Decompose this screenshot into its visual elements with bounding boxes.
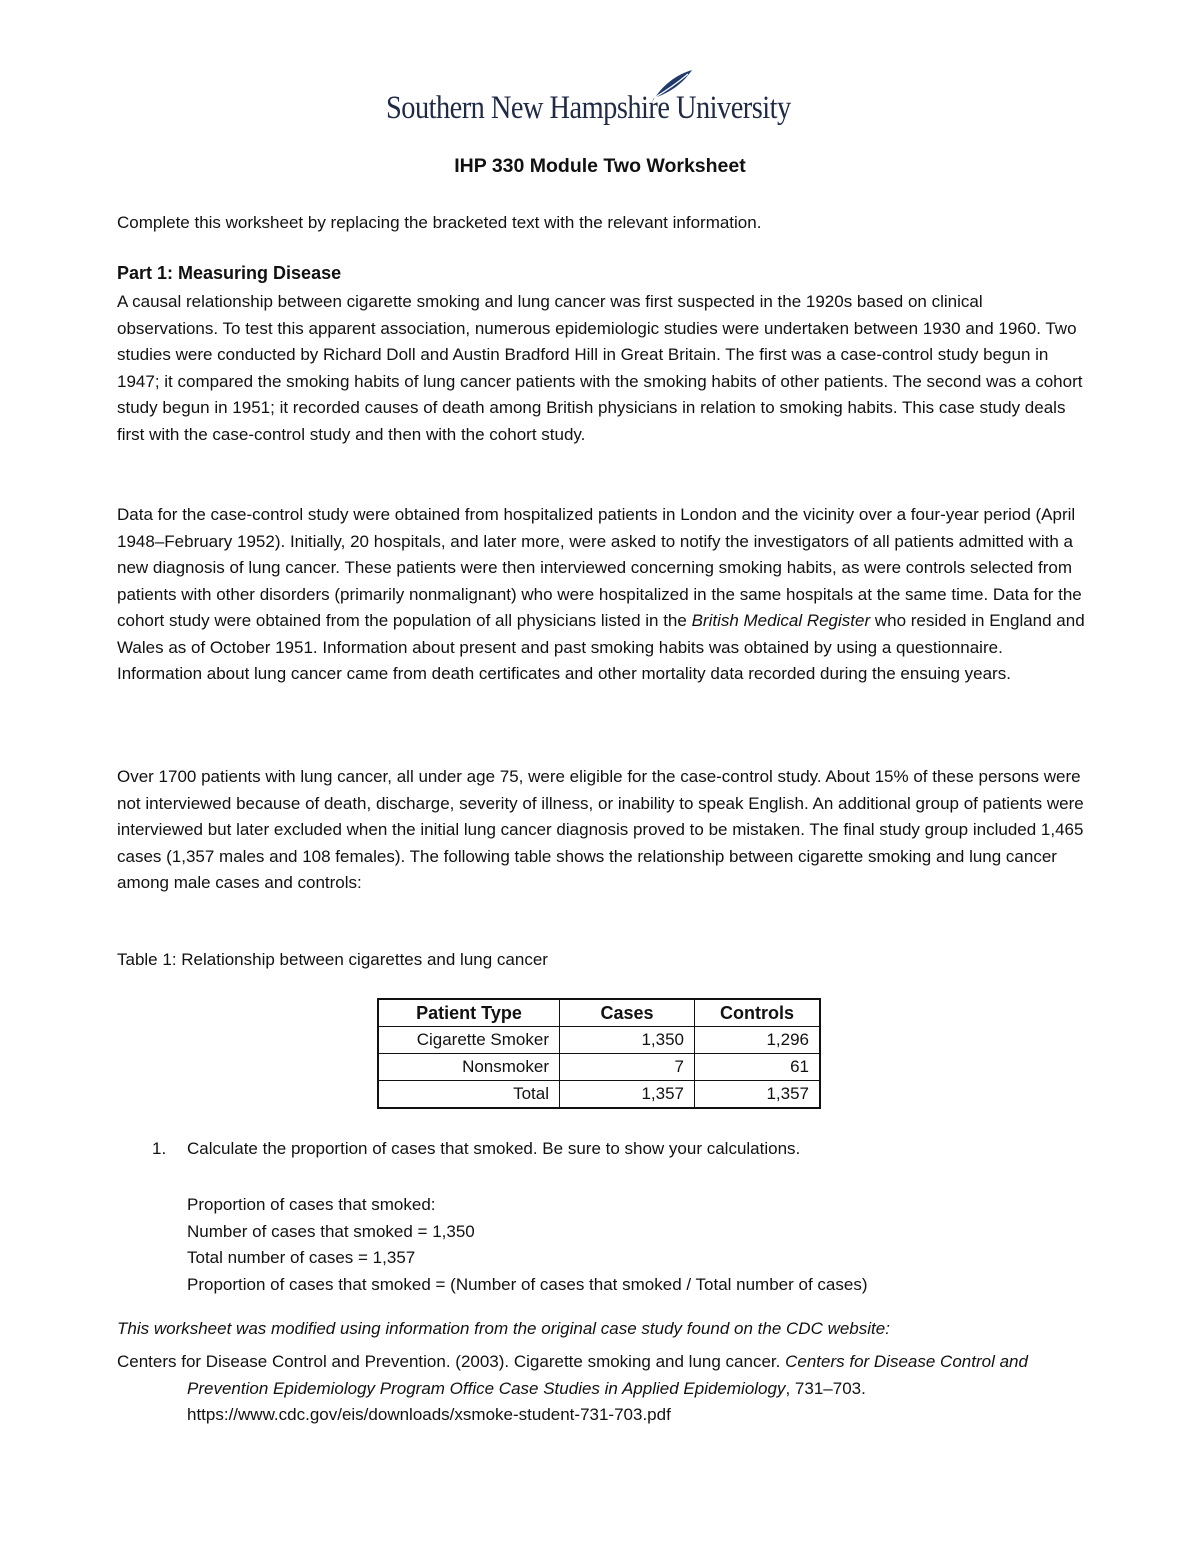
data-table (378, 999, 820, 1108)
part1-heading: Part 1: Measuring Disease (117, 263, 342, 283)
controls-value: 1,296 (695, 1027, 820, 1054)
paragraph-3: Over 1700 patients with lung cancer, all under age 75, were eligible for the case-control study. About 15% of these persons were not interviewed because of death, discharge, severity of illness, or inability to speak English. An additional group of patients were interviewed but later excluded when the initial lung cancer diagnosis proved to be mistaken. The final study group included 1,465 cases (1,357 males and 108 females). The following table shows the relationship between cigarette smoking and lung cancer among male cases and controls: (117, 767, 1084, 892)
reference-url[interactable]: https://www.cdc.gov/eis/downloads/xsmoke-student-731-703.pdf (187, 1405, 671, 1424)
cases-value: 1,350 (560, 1027, 695, 1054)
reference-text-a: Centers for Disease Control and Prevention. (2003). Cigarette smoking and lung cancer. (117, 1352, 786, 1371)
row-label: Cigarette Smoker (379, 1027, 560, 1054)
reference (117, 1349, 1097, 1429)
header-patient-type: Patient Type (379, 1000, 560, 1027)
paragraph-1: A causal relationship between cigarette smoking and lung cancer was first suspected in the 1920s based on clinical observations. To test this apparent association, numerous epidemiologic studies were undertaken between 1930 and 1960. Two studies were conducted by Richard Doll and Austin Bradford Hill in Great Britain. The first was a case-control study begun in 1947; it compared the smoking habits of lung cancer patients with the smoking habits of other patients. The second was a cohort study begun in 1951; it recorded causes of death among British physicians in relation to smoking habits. This case study deals first with the case-control study and then with the cohort study. (117, 292, 1083, 444)
table-row (379, 1054, 820, 1081)
calc-line: Proportion of cases that smoked: (187, 1195, 436, 1214)
calc-line: Proportion of cases that smoked = (Number of cases that smoked / Total number of cases) (187, 1274, 868, 1294)
university-logo (386, 68, 816, 138)
paragraph-2-b: who resided in England and Wales as of October 1951. Information about present and past smoking habits was obtained by using a questionnaire. Information about lung cancer came from death certificates and other mortality data recorded during the ensuing years. (117, 611, 1085, 683)
table-caption: Table 1: Relationship between cigarettes and lung cancer (117, 950, 548, 969)
calc-line: Number of cases that smoked = 1,350 (187, 1221, 475, 1241)
question-number: 1. (152, 1139, 167, 1158)
paragraph-2-a: Data for the case-control study were obtained from hospitalized patients in London and the vicinity over a four-year period (April 1948–February 1952). Initially, 20 hospitals, and later more, were asked to notify the investigators of all patients admitted with a new diagnosis of lung cancer. These patients were then interviewed concerning smoking habits, as were controls selected from patients with other disorders (primarily nonmalignant) who were hospitalized in the same hospitals at the same time. Data for the cohort study were obtained from the population of all physicians listed in the (117, 505, 1082, 630)
cases-value: 1,357 (560, 1081, 695, 1108)
table-row (379, 1081, 820, 1108)
row-label: Total (379, 1081, 560, 1108)
table-row (379, 1027, 820, 1054)
controls-value: 61 (695, 1054, 820, 1081)
reference-text-b: , 731–703. (785, 1378, 866, 1398)
calculation-block (187, 1192, 867, 1298)
controls-value: 1,357 (695, 1081, 820, 1108)
intro-text: Complete this worksheet by replacing the bracketed text with the relevant information. (117, 213, 762, 232)
header-cases: Cases (560, 1000, 695, 1027)
reference-journal: Centers for Disease Control and Prevention Epidemiology Program Office Case Studies in Applied Epidemiology (187, 1352, 1028, 1398)
logo-text: Southern New Hampshire University (386, 90, 791, 126)
register-title: British Medical Register (691, 611, 871, 630)
paragraph-2 (117, 502, 1087, 688)
header-controls: Controls (695, 1000, 820, 1027)
calc-line: Total number of cases = 1,357 (187, 1248, 416, 1267)
table-header-row (379, 1000, 820, 1027)
cases-value: 7 (560, 1054, 695, 1081)
question-text: Calculate the proportion of cases that smoked. Be sure to show your calculations. (187, 1139, 801, 1158)
source-note: This worksheet was modified using information from the original case study found on the CDC website: (117, 1319, 890, 1338)
page-title: IHP 330 Module Two Worksheet (454, 155, 746, 177)
row-label: Nonsmoker (379, 1054, 560, 1081)
